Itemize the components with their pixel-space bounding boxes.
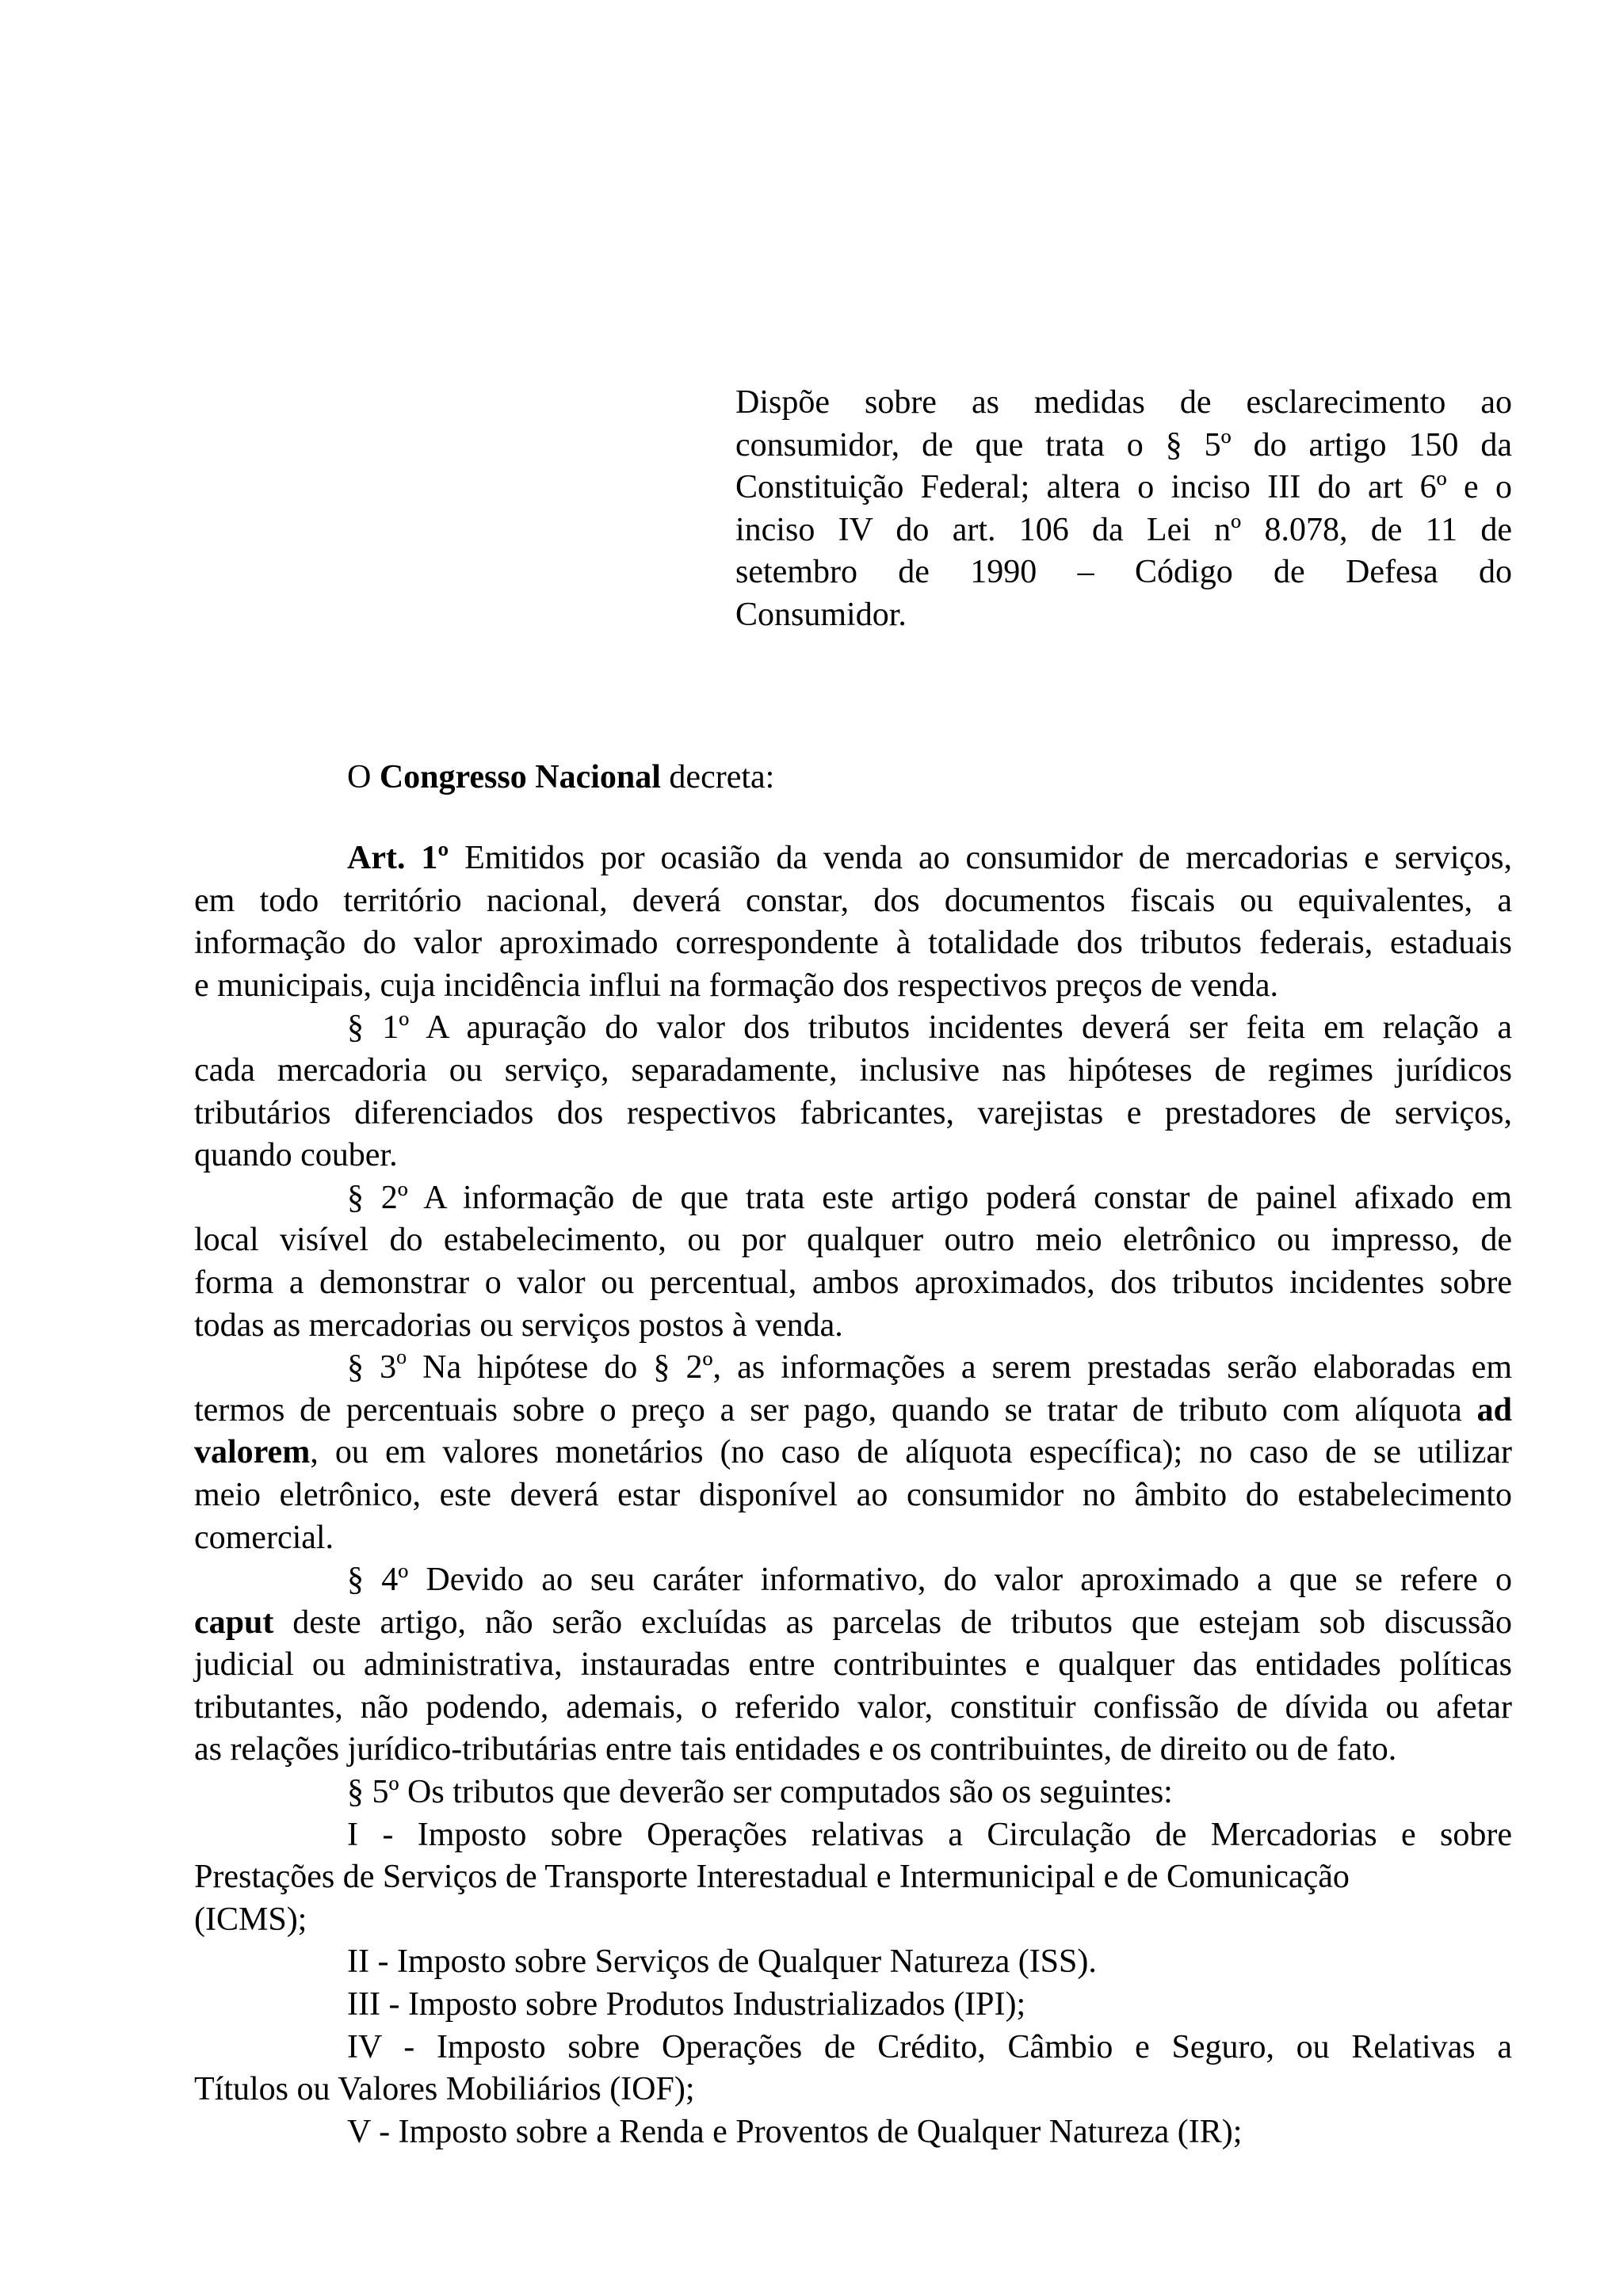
- paragraph-line: quando couber.: [194, 1137, 398, 1174]
- paragraph-line: [194, 1432, 1512, 1474]
- article-line: [194, 837, 1512, 880]
- item-ii: [194, 1941, 1512, 1984]
- article-1: [194, 837, 1512, 1007]
- ementa-line: setembro de 1990 – Código de Defesa do: [735, 554, 1512, 590]
- article-label: Art. 1º: [347, 840, 449, 876]
- paragraph-text: termos de percentuais sobre o preço a ser pago, quando se tratar de tributo com alíquota: [194, 1391, 1477, 1428]
- paragraph-line: [194, 1602, 1512, 1645]
- bold-term: caput: [194, 1604, 274, 1641]
- item-iii: [194, 1984, 1512, 2027]
- paragraph-line: § 1º A apuração do valor dos tributos incidentes deverá ser feita em relação a: [347, 1009, 1512, 1047]
- paragraph-line: [194, 1390, 1512, 1432]
- paragraph-line: judicial ou administrativa, instauradas entre contribuintes e qualquer das entidades políticas: [194, 1646, 1512, 1684]
- paragraph-5: [194, 1772, 1512, 1814]
- paragraph-line: § 4º Devido ao seu caráter informativo, do valor aproximado a que se refere o: [347, 1562, 1512, 1599]
- article-line: informação do valor aproximado correspondente à totalidade dos tributos federais, estaduais: [194, 925, 1512, 962]
- ementa-line: Dispõe sobre as medidas de esclarecimento ao: [735, 384, 1512, 421]
- preamble-prefix: O: [347, 759, 380, 795]
- paragraph-2: [194, 1177, 1512, 1347]
- paragraph-text: Na hipótese do § 2º, as informações a serem prestadas serão elaboradas em: [407, 1349, 1512, 1386]
- preamble-suffix: decreta:: [660, 759, 775, 795]
- paragraph-label: § 3: [347, 1349, 397, 1386]
- paragraph-line: meio eletrônico, este deverá estar disponível ao consumidor no âmbito do estabelecimento: [194, 1476, 1512, 1513]
- preamble-congress: Congresso Nacional: [379, 759, 661, 795]
- paragraph-line: cada mercadoria ou serviço, separadamente, inclusive nas hipóteses de regimes jurídicos: [194, 1051, 1512, 1089]
- article-line: e municipais, cuja incidência influi na formação dos respectivos preços de venda.: [194, 967, 1278, 1004]
- ementa-line: consumidor, de que trata o § 5º do artigo 150 da: [735, 426, 1512, 463]
- paragraph-line: todas as mercadorias ou serviços postos à venda.: [194, 1306, 843, 1344]
- bold-term: ad: [1476, 1391, 1512, 1428]
- item-line: V - Imposto sobre a Renda e Proventos de Qualquer Natureza (IR);: [347, 2113, 1243, 2150]
- paragraph-line: § 2º A informação de que trata este artigo poderá constar de painel afixado em: [347, 1179, 1512, 1216]
- item-line: Títulos ou Valores Mobiliários (IOF);: [194, 2071, 695, 2108]
- paragraph-line: comercial.: [194, 1519, 334, 1556]
- paragraph-1: [194, 1007, 1512, 1177]
- item-line: (ICMS);: [194, 1901, 307, 1938]
- paragraph-line: as relações jurídico-tributárias entre tais entidades e os contribuintes, de direito ou de fato.: [194, 1731, 1397, 1768]
- paragraph-line: tributantes, não podendo, ademais, o referido valor, constituir confissão de dívida ou afetar: [194, 1688, 1512, 1726]
- item-v: [194, 2111, 1512, 2154]
- item-line: IV - Imposto sobre Operações de Crédito, Câmbio e Seguro, ou Relativas a: [347, 2028, 1512, 2065]
- preamble: [347, 757, 774, 799]
- paragraph-line: local visível do estabelecimento, ou por qualquer outro meio eletrônico ou impresso, de: [194, 1222, 1512, 1259]
- article-line: em todo território nacional, deverá constar, dos documentos fiscais ou equivalentes, a: [194, 882, 1512, 919]
- ementa-line: Consumidor.: [735, 596, 907, 633]
- paragraph-line: § 5º Os tributos que deverão ser computados são os seguintes:: [347, 1774, 1173, 1811]
- paragraph-4: [194, 1559, 1512, 1772]
- document-body: [194, 837, 1512, 2153]
- item-line: II - Imposto sobre Serviços de Qualquer Natureza (ISS).: [347, 1943, 1097, 1981]
- item-line: I - Imposto sobre Operações relativas a Circulação de Mercadorias e sobre: [347, 1816, 1512, 1853]
- ementa-line: inciso IV do art. 106 da Lei nº 8.078, de 11 de: [735, 511, 1512, 548]
- bold-term: valorem: [194, 1434, 311, 1471]
- item-line: Prestações de Serviços de Transporte Interestadual e Intermunicipal e de Comunicação: [194, 1859, 1350, 1896]
- item-iv: [194, 2027, 1512, 2111]
- item-line: III - Imposto sobre Produtos Industrializados (IPI);: [347, 1986, 1026, 2023]
- paragraph-text: , ou em valores monetários (no caso de alíquota específica); no caso de se utilizar: [310, 1434, 1512, 1471]
- ementa-line: Constituição Federal; altera o inciso III do art 6º e o: [735, 469, 1512, 505]
- paragraph-text: deste artigo, não serão excluídas as parcelas de tributos que estejam sob discussão: [273, 1604, 1512, 1641]
- paragraph-line: forma a demonstrar o valor ou percentual, ambos aproximados, dos tributos incidentes sobre: [194, 1264, 1512, 1301]
- item-i: [194, 1814, 1512, 1942]
- paragraph-3: [194, 1347, 1512, 1559]
- article-text: Emitidos por ocasião da venda ao consumidor de mercadorias e serviços,: [449, 840, 1512, 876]
- ordinal-superscript: o: [396, 1345, 407, 1369]
- paragraph-line: [194, 1347, 1512, 1390]
- paragraph-line: tributários diferenciados dos respectivos fabricantes, varejistas e prestadores de serviços,: [194, 1094, 1512, 1131]
- ementa: [735, 382, 1512, 636]
